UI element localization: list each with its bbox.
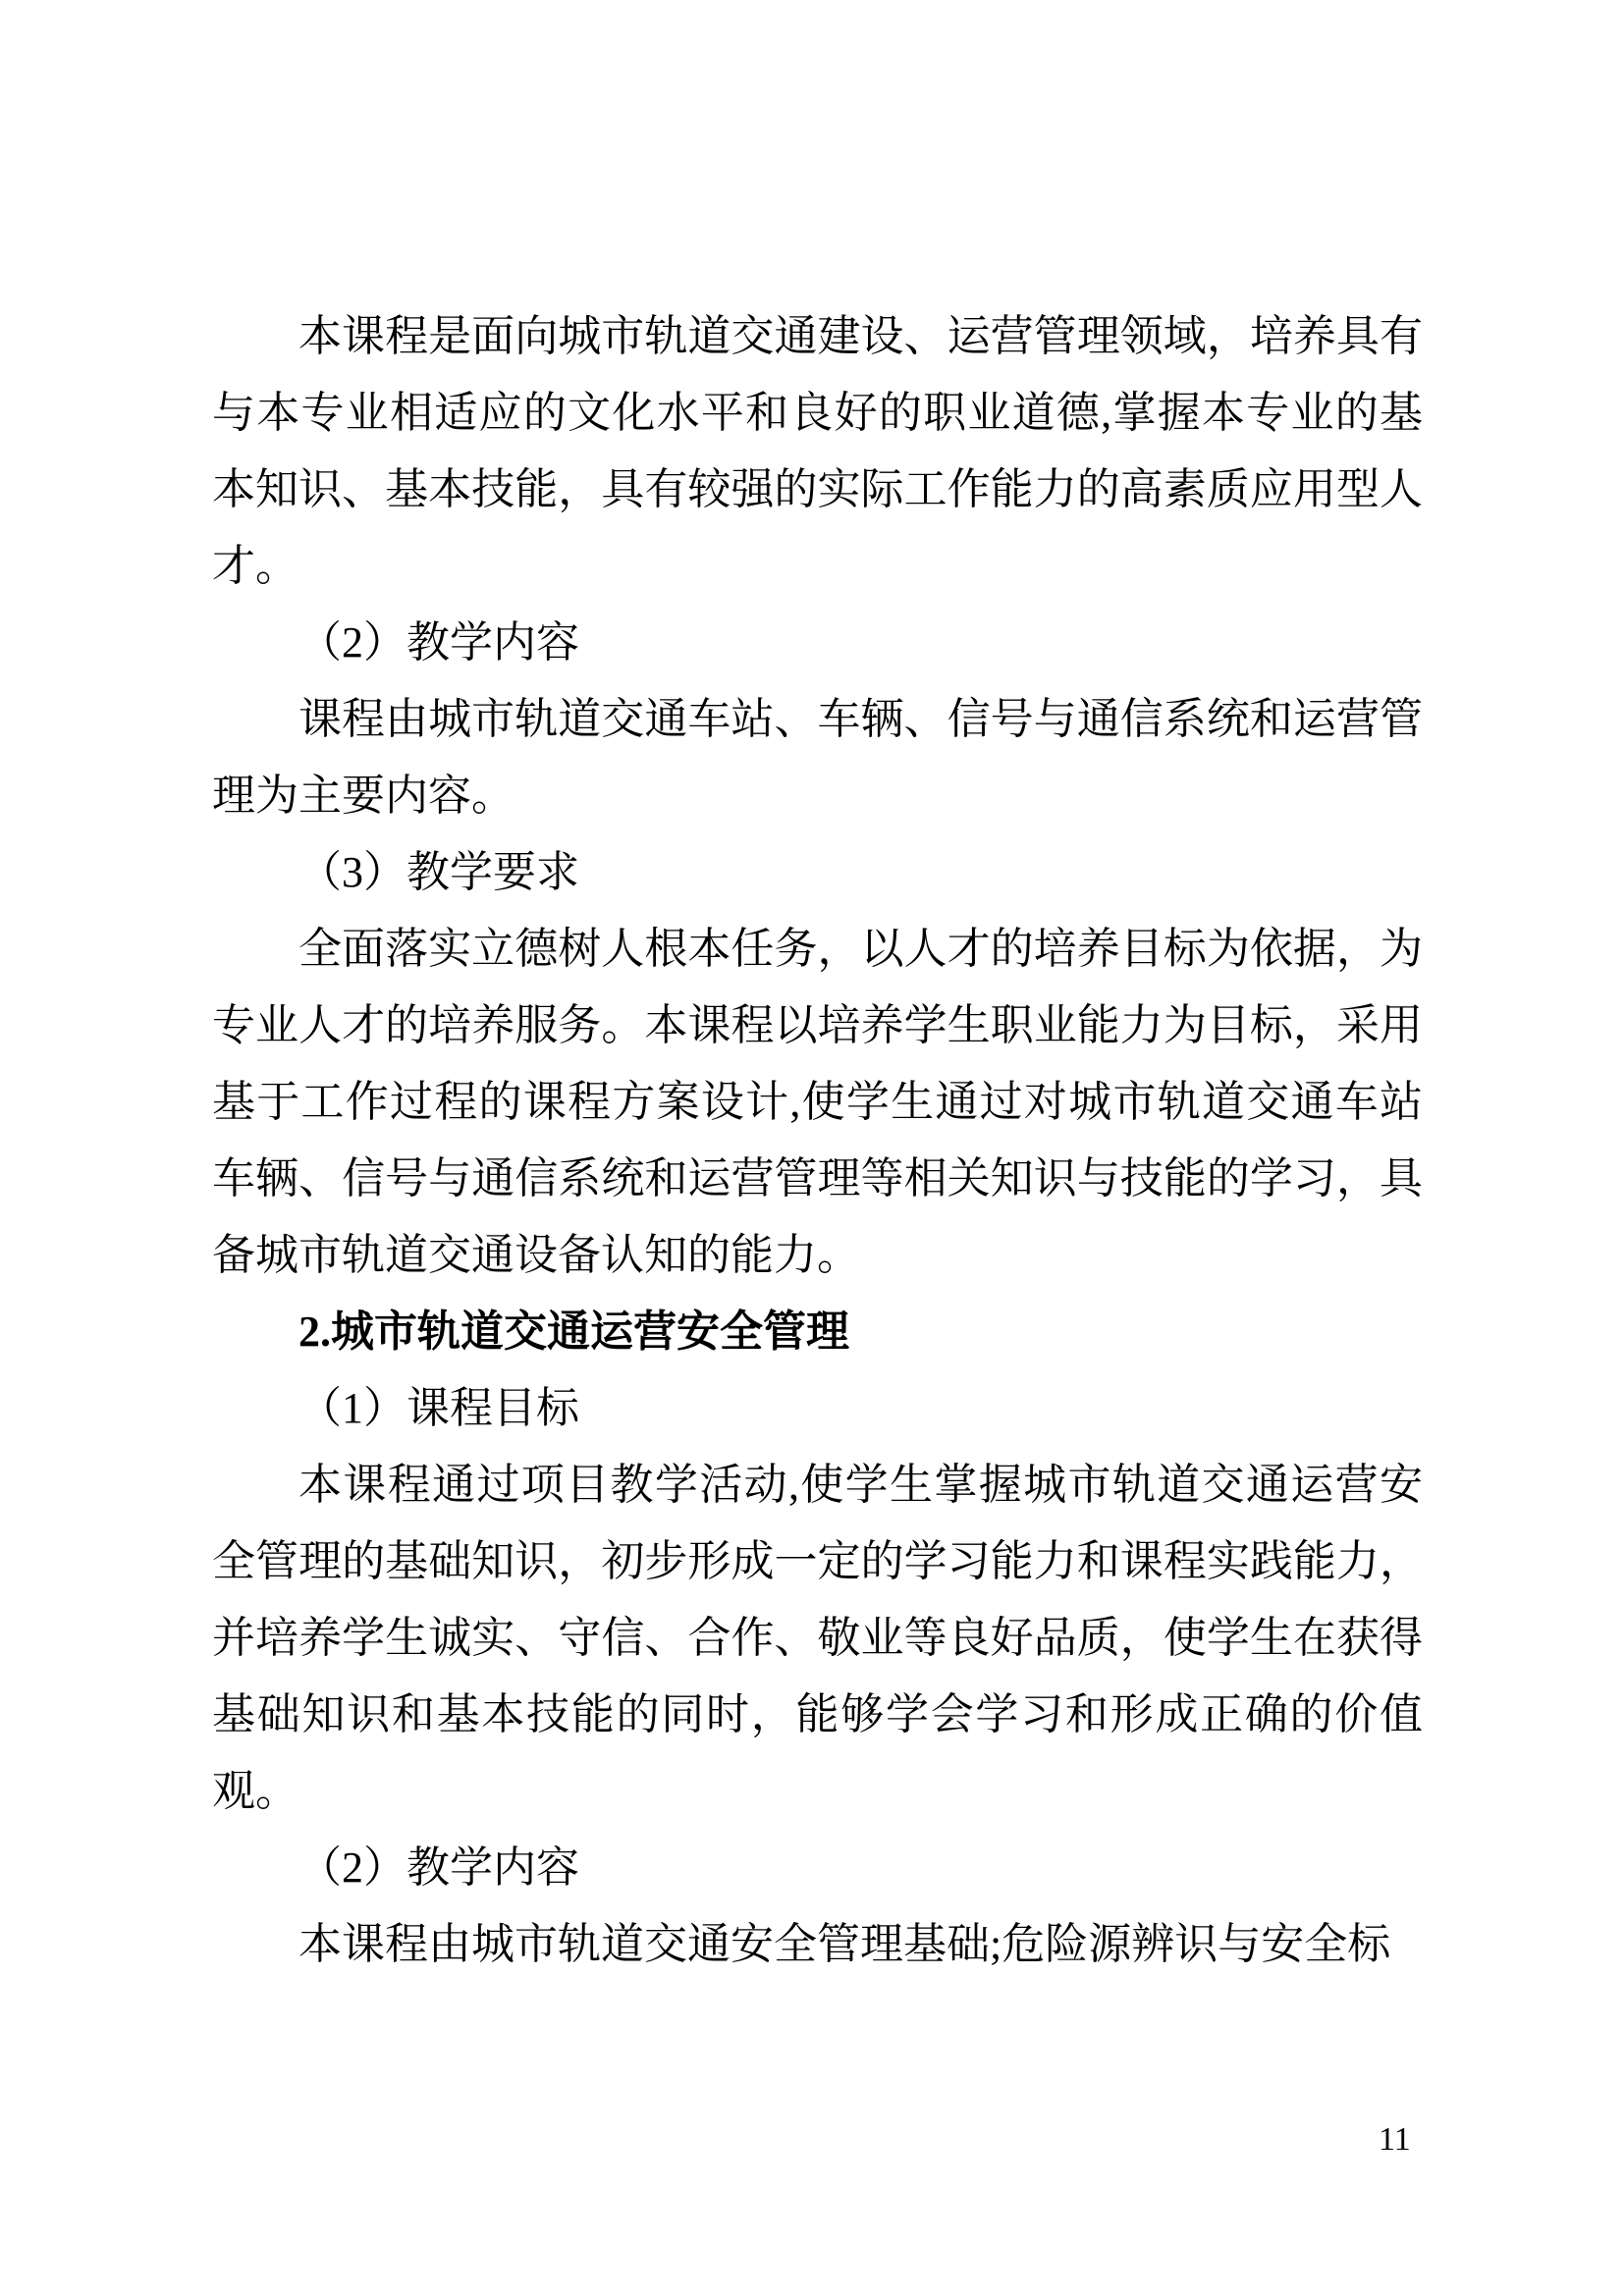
paragraph-course-content: 课程由城市轨道交通车站、车辆、信号与通信系统和运营管理为主要内容。 [212,695,1423,820]
subheading-teaching-content-2: （2）教学内容 [298,618,579,667]
heading-course-2-operation-safety-management: 2.城市轨道交通运营安全管理 [298,1308,849,1356]
subheading-teaching-requirements-3: （3）教学要求 [298,848,579,896]
subheading-teaching-content-2b: （2）教学内容 [298,1843,579,1892]
page-number: 11 [1379,2121,1411,2158]
subheading-course-objectives-1: （1）课程目标 [298,1384,579,1432]
document-body [212,298,1423,1983]
paragraph-course-objectives: 本课程通过项目教学活动,使学生掌握城市轨道交通运营安全管理的基础知识，初步形成一定的学习能力和课程实践能力，并培养学生诚实、守信、合作、敬业等良好品质，使学生在获得基础知识和基本技能的同时，能够学会学习和形成正确的价值观。 [212,1461,1423,1815]
paragraph-safety-course-content: 本课程由城市轨道交通安全管理基础;危险源辨识与安全标 [298,1920,1391,1968]
paragraph-teaching-requirements: 全面落实立德树人根本任务，以人才的培养目标为依据，为专业人才的培养服务。本课程以培养学生职业能力为目标，采用基于工作过程的课程方案设计,使学生通过对城市轨道交通车站车辆、信号与通信系统和运营管理等相关知识与技能的学习，具备城市轨道交通设备认知的能力。 [212,925,1423,1279]
paragraph-course-orientation: 本课程是面向城市轨道交通建设、运营管理领域，培养具有与本专业相适应的文化水平和良好的职业道德,掌握本专业的基本知识、基本技能，具有较强的实际工作能力的高素质应用型人才。 [212,312,1423,590]
